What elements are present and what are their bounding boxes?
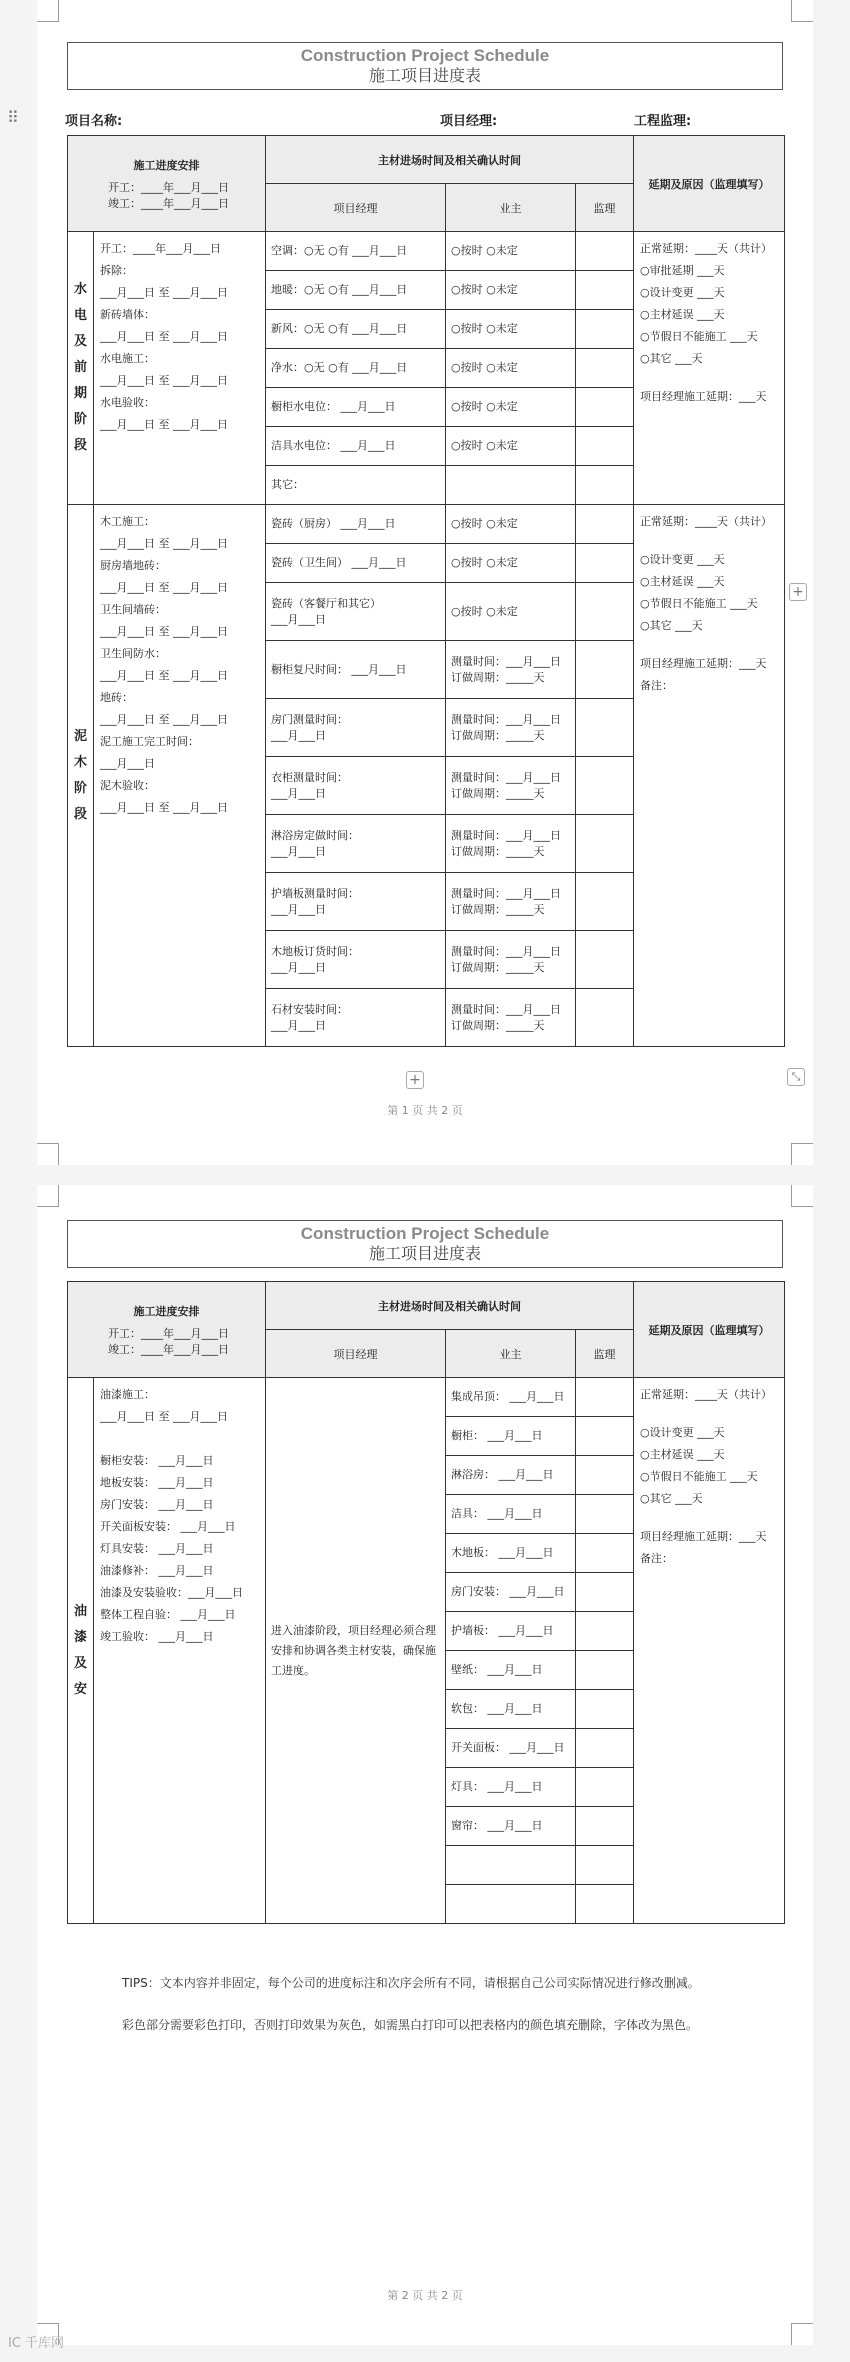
schedule-header <box>68 1282 266 1378</box>
finish-date-line: 竣工：____年___月___日 <box>108 1342 229 1356</box>
schedule-date-line: 竣工验收： ___月___日 <box>100 1630 214 1643</box>
owner-cell[interactable] <box>446 1885 576 1924</box>
schedule-date-line: 开关面板安装： ___月___日 <box>100 1520 236 1533</box>
supervisor-cell[interactable] <box>576 757 634 815</box>
delay-line: 项目经理施工延期：___天 <box>640 657 767 670</box>
schedule-date-line: ___月___日 至 ___月___日 <box>100 1410 228 1423</box>
schedule-date-line: 油漆修补： ___月___日 <box>100 1564 214 1577</box>
supervisor-cell[interactable] <box>576 1690 634 1729</box>
title-box <box>67 1220 783 1268</box>
start-date-line: 开工：____年___月___日 <box>108 180 229 194</box>
schedule-date-line: ___月___日 至 ___月___日 <box>100 581 228 594</box>
schedule-date-line: ___月___日 至 ___月___日 <box>100 801 228 814</box>
owner-cell[interactable]: ○按时 ○未定 <box>446 349 576 388</box>
pm-cell[interactable]: 瓷砖（厨房） ___月___日 <box>266 505 446 544</box>
delay-line: 项目经理施工延期：___天 <box>640 1530 767 1543</box>
supervisor-cell[interactable] <box>576 1456 634 1495</box>
document-page-2 <box>37 1185 813 2345</box>
supervisor-cell[interactable] <box>576 699 634 757</box>
pm-cell[interactable]: 其它： <box>266 466 446 505</box>
pm-cell[interactable]: 房门测量时间： ___月___日 <box>266 699 446 757</box>
delay-line: ○其它 ___天 <box>640 352 703 365</box>
pm-cell[interactable]: 新风：○无 ○有 ___月___日 <box>266 310 446 349</box>
pm-cell[interactable]: 木地板订货时间： ___月___日 <box>266 931 446 989</box>
pm-cell[interactable]: 石材安装时间： ___月___日 <box>266 989 446 1047</box>
crop-mark <box>791 2323 813 2345</box>
pm-cell[interactable]: 瓷砖（客餐厅和其它） ___月___日 <box>266 583 446 641</box>
schedule-date-line: 厨房墙地砖： <box>100 559 166 572</box>
pm-cell[interactable]: 地暖：○无 ○有 ___月___日 <box>266 271 446 310</box>
owner-cell[interactable]: 测量时间：___月___日 订做周期：_____天 <box>446 641 576 699</box>
supervisor-column-header: 监理 <box>576 1330 634 1378</box>
table-row <box>68 232 785 271</box>
owner-column-header: 业主 <box>446 1330 576 1378</box>
title-english: Construction Project Schedule <box>300 1224 550 1243</box>
owner-cell[interactable]: 测量时间：___月___日 订做周期：_____天 <box>446 757 576 815</box>
supervisor-cell[interactable] <box>576 349 634 388</box>
start-date-line: 开工：____年___月___日 <box>108 1326 229 1340</box>
schedule-date-line: 油漆施工： <box>100 1388 155 1401</box>
tips-line-1: TIPS：文本内容并非固定，每个公司的进度标注和次序会所有不同，请根据自己公司实际情况进行修改删减。 <box>122 1976 700 1990</box>
owner-cell[interactable]: ○按时 ○未定 <box>446 310 576 349</box>
pm-cell[interactable]: 护墙板测量时间： ___月___日 <box>266 873 446 931</box>
delay-line <box>640 533 778 549</box>
owner-cell[interactable]: 房门安装： ___月___日 <box>446 1573 576 1612</box>
schedule-date-line: 拆除： <box>100 264 133 277</box>
supervisor-cell[interactable] <box>576 641 634 699</box>
owner-cell[interactable]: ○按时 ○未定 <box>446 388 576 427</box>
supervisor-column-header: 监理 <box>576 184 634 232</box>
schedule-dates-cell <box>94 505 266 1047</box>
crop-mark <box>791 1185 813 1207</box>
materials-header: 主材进场时间及相关确认时间 <box>266 1282 634 1330</box>
title-box <box>67 42 783 90</box>
pm-column-header: 项目经理 <box>266 184 446 232</box>
owner-cell[interactable]: 护墙板： ___月___日 <box>446 1612 576 1651</box>
add-column-button[interactable]: + <box>789 583 807 601</box>
schedule-date-line <box>100 1428 259 1450</box>
table-row <box>68 1378 785 1417</box>
owner-cell[interactable]: 开关面板： ___月___日 <box>446 1729 576 1768</box>
supervisor-cell[interactable] <box>576 310 634 349</box>
schedule-date-line: ___月___日 至 ___月___日 <box>100 330 228 343</box>
finish-date-line: 竣工：____年___月___日 <box>108 196 229 210</box>
supervisor-cell[interactable] <box>576 1612 634 1651</box>
delay-line <box>640 1510 778 1526</box>
pm-cell[interactable]: 瓷砖（卫生间） ___月___日 <box>266 544 446 583</box>
delay-line: ○设计变更 ___天 <box>640 1426 725 1439</box>
delay-line: 备注： <box>640 1552 673 1565</box>
delay-line: ○设计变更 ___天 <box>640 286 725 299</box>
owner-cell[interactable]: 集成吊顶： ___月___日 <box>446 1378 576 1417</box>
phase-label: 泥 木 阶 段 <box>68 505 94 1047</box>
schedule-date-line: ___月___日 至 ___月___日 <box>100 537 228 550</box>
table-row <box>68 505 785 544</box>
owner-cell[interactable]: 橱柜： ___月___日 <box>446 1417 576 1456</box>
delay-line: 备注： <box>640 679 673 692</box>
owner-cell[interactable]: 窗帘： ___月___日 <box>446 1807 576 1846</box>
phase-label: 水 电 及 前 期 阶 段 <box>68 232 94 505</box>
supervisor-cell[interactable] <box>576 1417 634 1456</box>
pm-cell[interactable]: 空调：○无 ○有 ___月___日 <box>266 232 446 271</box>
delay-line: ○主材延误 ___天 <box>640 308 725 321</box>
supervisor-cell[interactable] <box>576 1573 634 1612</box>
materials-header: 主材进场时间及相关确认时间 <box>266 136 634 184</box>
schedule-table <box>67 1281 785 1924</box>
owner-cell[interactable]: ○按时 ○未定 <box>446 427 576 466</box>
schedule-date-line: ___月___日 至 ___月___日 <box>100 418 228 431</box>
owner-cell[interactable]: 测量时间：___月___日 订做周期：_____天 <box>446 815 576 873</box>
project-manager-label: 项目经理: <box>440 114 498 129</box>
pm-cell[interactable]: 橱柜复尺时间： ___月___日 <box>266 641 446 699</box>
supervisor-cell[interactable] <box>576 505 634 544</box>
schedule-header-label: 施工进度安排 <box>133 158 200 172</box>
delay-line: ○其它 ___天 <box>640 619 703 632</box>
schedule-date-line: 卫生间防水： <box>100 647 166 660</box>
delay-line: ○节假日不能施工 ___天 <box>640 597 758 610</box>
schedule-date-line: 油漆及安装验收：___月___日 <box>100 1586 243 1599</box>
engineering-supervisor-label: 工程监理: <box>634 114 692 129</box>
tips-line-2: 彩色部分需要彩色打印，否则打印效果为灰色，如需黑白打印可以把表格内的颜色填充删除，字体改为黑色。 <box>122 2018 699 2032</box>
supervisor-cell[interactable] <box>576 1378 634 1417</box>
schedule-date-line: 灯具安装： ___月___日 <box>100 1542 214 1555</box>
owner-cell[interactable]: ○按时 ○未定 <box>446 232 576 271</box>
owner-cell[interactable]: 测量时间：___月___日 订做周期：_____天 <box>446 989 576 1047</box>
delay-line: 正常延期：____天（共计） <box>640 515 772 528</box>
owner-cell[interactable]: 淋浴房： ___月___日 <box>446 1456 576 1495</box>
supervisor-cell[interactable] <box>576 1729 634 1768</box>
delay-line: ○审批延期 ___天 <box>640 264 725 277</box>
delay-line: ○主材延误 ___天 <box>640 1448 725 1461</box>
crop-mark <box>37 0 59 22</box>
delay-cell <box>634 1378 785 1924</box>
owner-cell[interactable]: 灯具： ___月___日 <box>446 1768 576 1807</box>
supervisor-cell[interactable] <box>576 544 634 583</box>
delay-line: ○主材延误 ___天 <box>640 575 725 588</box>
owner-cell[interactable]: 壁纸： ___月___日 <box>446 1651 576 1690</box>
pm-cell[interactable]: 淋浴房定做时间： ___月___日 <box>266 815 446 873</box>
delay-line: ○设计变更 ___天 <box>640 553 725 566</box>
supervisor-cell[interactable] <box>576 873 634 931</box>
supervisor-cell[interactable] <box>576 931 634 989</box>
delay-line: 项目经理施工延期：___天 <box>640 390 767 403</box>
supervisor-cell[interactable] <box>576 1846 634 1885</box>
schedule-date-line: ___月___日 至 ___月___日 <box>100 625 228 638</box>
add-row-button[interactable]: + <box>406 1071 424 1089</box>
schedule-table <box>67 135 785 1047</box>
schedule-header <box>68 136 266 232</box>
supervisor-cell[interactable] <box>576 989 634 1047</box>
schedule-date-line: 橱柜安装： ___月___日 <box>100 1454 214 1467</box>
pm-cell[interactable]: 净水：○无 ○有 ___月___日 <box>266 349 446 388</box>
title-english: Construction Project Schedule <box>300 46 550 65</box>
schedule-date-line: ___月___日 至 ___月___日 <box>100 669 228 682</box>
schedule-header-label: 施工进度安排 <box>133 1304 200 1318</box>
owner-cell[interactable]: ○按时 ○未定 <box>446 505 576 544</box>
delay-header: 延期及原因（监理填写） <box>634 136 785 232</box>
pm-column-header: 项目经理 <box>266 1330 446 1378</box>
crop-mark <box>37 1143 59 1165</box>
table-resize-handle[interactable]: ⤡ <box>787 1068 805 1086</box>
schedule-date-line: 地板安装： ___月___日 <box>100 1476 214 1489</box>
schedule-date-line: 房门安装： ___月___日 <box>100 1498 214 1511</box>
owner-cell[interactable] <box>446 1846 576 1885</box>
owner-cell[interactable]: 洁具： ___月___日 <box>446 1495 576 1534</box>
delay-line: ○节假日不能施工 ___天 <box>640 1470 758 1483</box>
owner-cell[interactable]: ○按时 ○未定 <box>446 544 576 583</box>
phase-label: 油 漆 及 安 <box>68 1378 94 1924</box>
supervisor-cell[interactable] <box>576 1768 634 1807</box>
delay-line <box>640 1406 778 1422</box>
delay-line <box>640 637 778 653</box>
supervisor-cell[interactable] <box>576 583 634 641</box>
owner-cell[interactable]: ○按时 ○未定 <box>446 271 576 310</box>
title-chinese: 施工项目进度表 <box>368 1244 481 1263</box>
schedule-date-line: ___月___日 至 ___月___日 <box>100 713 228 726</box>
owner-column-header: 业主 <box>446 184 576 232</box>
delay-line <box>640 370 778 386</box>
supervisor-cell[interactable] <box>576 466 634 505</box>
owner-cell[interactable]: 测量时间：___月___日 订做周期：_____天 <box>446 873 576 931</box>
delay-cell <box>634 232 785 505</box>
schedule-date-line: 泥木验收： <box>100 779 155 792</box>
schedule-date-line: 木工施工： <box>100 515 155 528</box>
supervisor-cell[interactable] <box>576 1534 634 1573</box>
pm-note: 进入油漆阶段，项目经理必须合理安排和协调各类主材安装，确保施工进度。 <box>271 1623 436 1677</box>
schedule-date-line: 水电验收： <box>100 396 155 409</box>
owner-cell[interactable]: 木地板： ___月___日 <box>446 1534 576 1573</box>
supervisor-cell[interactable] <box>576 1651 634 1690</box>
owner-cell[interactable]: 测量时间：___月___日 订做周期：_____天 <box>446 699 576 757</box>
schedule-date-line: 水电施工： <box>100 352 155 365</box>
schedule-date-line: ___月___日 至 ___月___日 <box>100 374 228 387</box>
crop-mark <box>791 1143 813 1165</box>
delay-line: 正常延期：____天（共计） <box>640 242 772 255</box>
crop-mark <box>791 0 813 22</box>
schedule-date-line: 地砖： <box>100 691 133 704</box>
schedule-dates-cell <box>94 232 266 505</box>
delay-cell <box>634 505 785 1047</box>
schedule-date-line: 卫生间墙砖： <box>100 603 166 616</box>
supervisor-cell[interactable] <box>576 427 634 466</box>
schedule-date-line: 泥工施工完工时间： <box>100 735 199 748</box>
title-chinese: 施工项目进度表 <box>368 66 481 85</box>
delay-line: ○其它 ___天 <box>640 1492 703 1505</box>
table-move-handle[interactable]: ⠿ <box>7 108 19 127</box>
owner-cell[interactable]: 软包： ___月___日 <box>446 1690 576 1729</box>
owner-cell[interactable]: ○按时 ○未定 <box>446 583 576 641</box>
supervisor-cell[interactable] <box>576 1495 634 1534</box>
supervisor-cell[interactable] <box>576 815 634 873</box>
supervisor-cell[interactable] <box>576 232 634 271</box>
schedule-date-line: 整体工程自验： ___月___日 <box>100 1608 236 1621</box>
supervisor-cell[interactable] <box>576 388 634 427</box>
supervisor-cell[interactable] <box>576 1885 634 1924</box>
schedule-date-line: 新砖墙体： <box>100 308 155 321</box>
schedule-date-line: ___月___日 <box>100 757 155 770</box>
page-number: 第 2 页 共 2 页 <box>387 2289 463 2302</box>
document-page-1 <box>7 0 813 1165</box>
pm-note-cell <box>266 1378 446 1924</box>
owner-cell[interactable]: 测量时间：___月___日 订做周期：_____天 <box>446 931 576 989</box>
schedule-dates-cell <box>94 1378 266 1924</box>
page-number: 第 1 页 共 2 页 <box>387 1104 463 1117</box>
delay-line: 正常延期：____天（共计） <box>640 1388 772 1401</box>
pm-cell[interactable]: 衣柜测量时间： ___月___日 <box>266 757 446 815</box>
supervisor-cell[interactable] <box>576 271 634 310</box>
delay-line: ○节假日不能施工 ___天 <box>640 330 758 343</box>
delay-header: 延期及原因（监理填写） <box>634 1282 785 1378</box>
crop-mark <box>37 1185 59 1207</box>
supervisor-cell[interactable] <box>576 1807 634 1846</box>
schedule-date-line: 开工：____年___月___日 <box>100 242 221 255</box>
pm-cell[interactable]: 洁具水电位： ___月___日 <box>266 427 446 466</box>
watermark: IC 千库网 <box>8 2336 65 2351</box>
owner-cell[interactable] <box>446 466 576 505</box>
project-name-label: 项目名称: <box>65 114 123 129</box>
pm-cell[interactable]: 橱柜水电位： ___月___日 <box>266 388 446 427</box>
schedule-date-line: ___月___日 至 ___月___日 <box>100 286 228 299</box>
